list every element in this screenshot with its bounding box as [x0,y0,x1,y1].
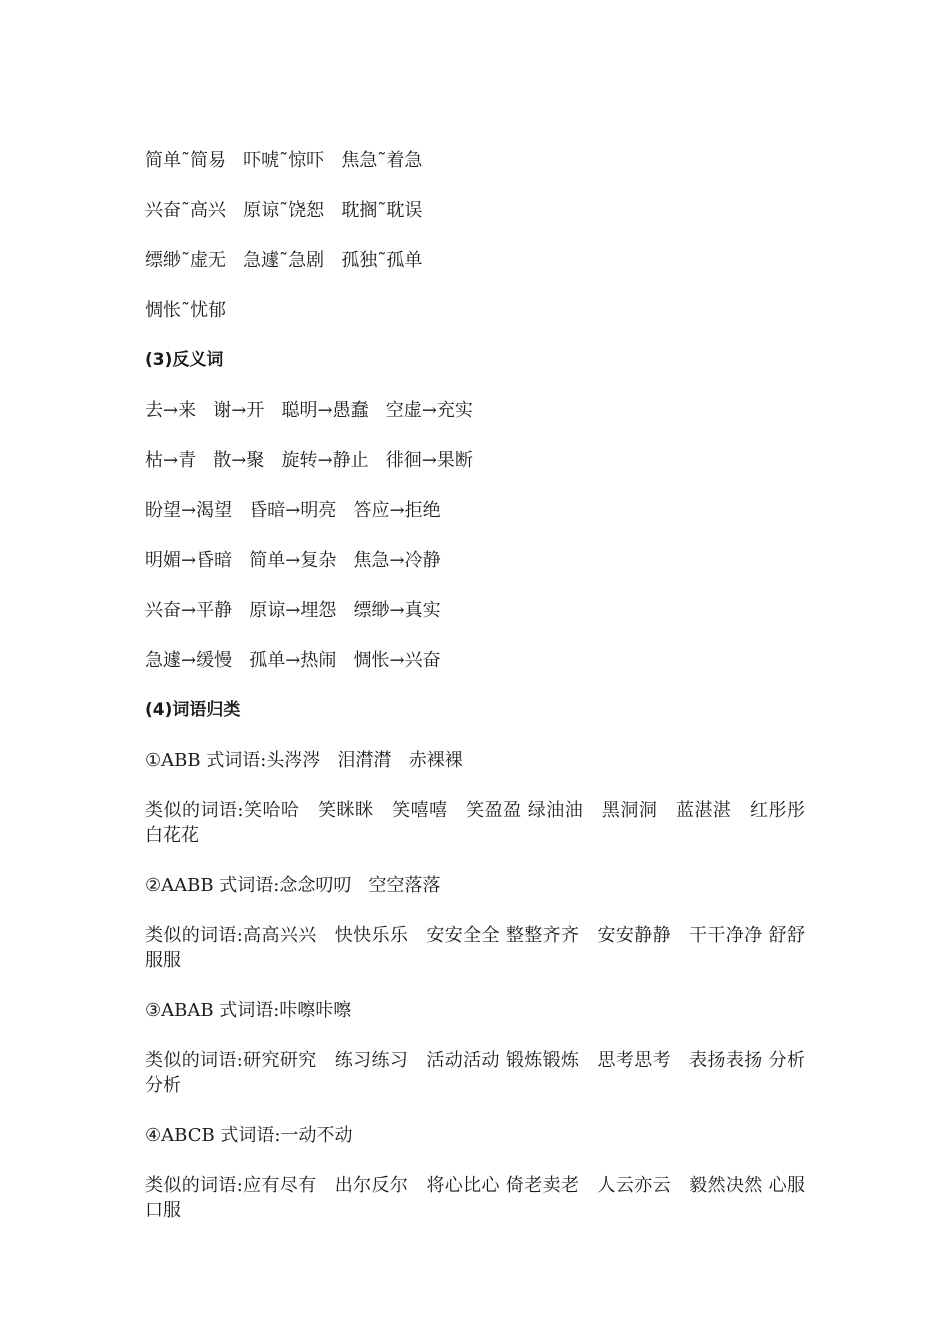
classification-section [145,698,823,1223]
classification-heading: (4)词语归类 [145,700,241,720]
similar-words-abab: 类似的词语:研究研究 练习练习 活动活动 锻炼锻炼 思考思考 表扬表扬 分析分析 [145,1050,805,1096]
antonym-line: 盼望→渴望 昏暗→明亮 答应→拒绝 [145,500,441,521]
pattern-line-abb: ①ABB 式词语:头涔涔 泪潸潸 赤裸裸 [145,750,463,771]
antonyms-section [145,348,805,673]
antonym-line: 明媚→昏暗 简单→复杂 焦急→冷静 [145,550,441,571]
synonym-line: 简单˜简易 吓唬˜惊吓 焦急˜着急 [145,150,423,171]
pattern-line-abab: ③ABAB 式词语:咔嚓咔嚓 [145,1000,352,1021]
document-page [145,148,823,1248]
similar-words-abb: 类似的词语:笑哈哈 笑眯眯 笑嘻嘻 笑盈盈 绿油油 黑洞洞 蓝湛湛 红彤彤 白花花 [145,800,823,846]
similar-words-aabb: 类似的词语:高高兴兴 快快乐乐 安安全全 整整齐齐 安安静静 干干净净 舒舒服服 [145,925,805,971]
antonym-line: 兴奋→平静 原谅→埋怨 缥缈→真实 [145,600,441,621]
antonym-line: 急遽→缓慢 孤单→热闹 惆怅→兴奋 [145,650,441,671]
pattern-line-abcb: ④ABCB 式词语:一动不动 [145,1125,353,1146]
synonym-line: 缥缈˜虚无 急遽˜急剧 孤独˜孤单 [145,250,423,271]
antonym-line: 去→来 谢→开 聪明→愚蠢 空虚→充实 [145,400,473,421]
antonym-line: 枯→青 散→聚 旋转→静止 徘徊→果断 [145,450,473,471]
synonym-line: 兴奋˜高兴 原谅˜饶恕 耽搁˜耽误 [145,200,423,221]
synonym-line: 惆怅˜忧郁 [145,300,226,321]
similar-words-abcb: 类似的词语:应有尽有 出尔反尔 将心比心 倚老卖老 人云亦云 毅然决然 心服口服 [145,1175,805,1221]
antonyms-heading: (3)反义词 [145,350,224,370]
synonyms-section [145,148,805,323]
pattern-line-aabb: ②AABB 式词语:念念叨叨 空空落落 [145,875,441,896]
